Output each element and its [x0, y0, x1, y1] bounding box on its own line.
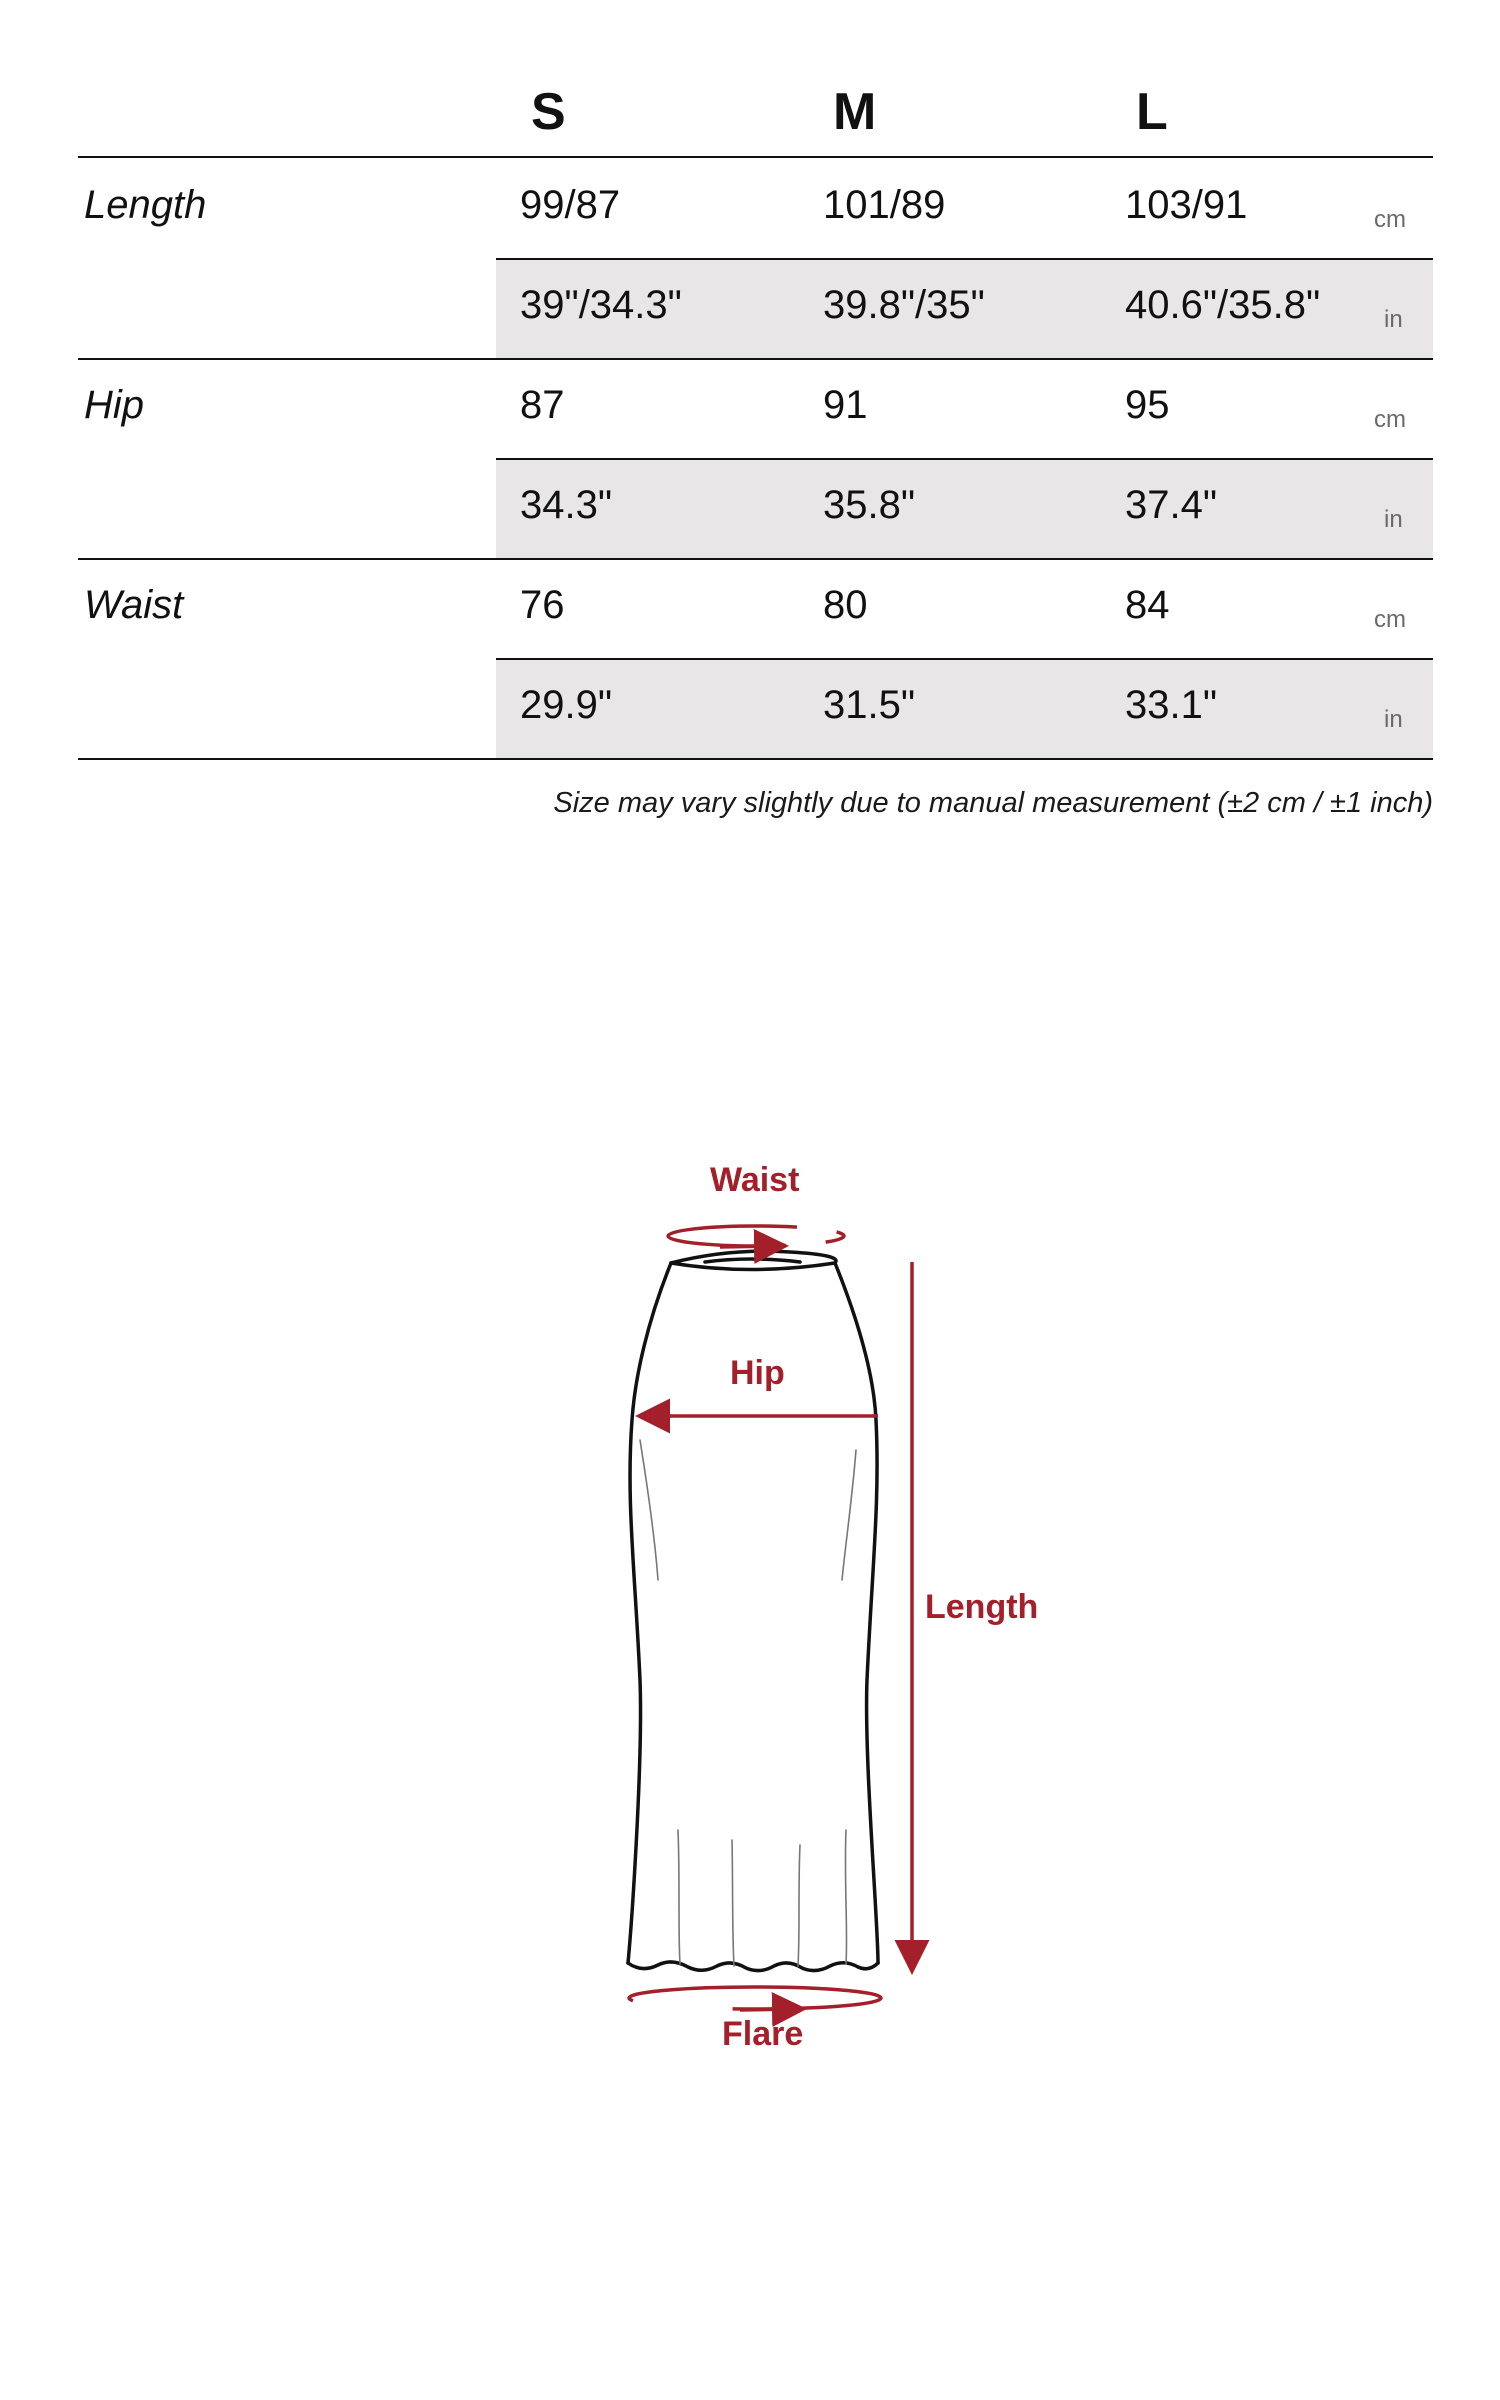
hip-in-l: 37.4"	[1125, 483, 1218, 527]
waist-diagram-label: Waist	[710, 1161, 800, 1199]
hip-in-s: 34.3"	[520, 483, 613, 527]
waist-in-s: 29.9"	[520, 683, 613, 727]
measurement-note: Size may vary slightly due to manual measurement (±2 cm / ±1 inch)	[553, 787, 1433, 819]
inch-row-shade-waist	[496, 660, 1433, 759]
length-in-l: 40.6"/35.8"	[1125, 283, 1321, 327]
length-in-unit: in	[1384, 306, 1403, 333]
table-rule-hip-split	[496, 458, 1433, 460]
waist-cm-l: 84	[1125, 583, 1170, 627]
table-rule-length-split	[496, 258, 1433, 260]
flare-diagram-label: Flare	[722, 2015, 804, 2053]
waist-in-m: 31.5"	[823, 683, 916, 727]
length-cm-s: 99/87	[520, 183, 621, 227]
table-rule-waist-split	[496, 658, 1433, 660]
waist-cm-unit: cm	[1374, 606, 1406, 633]
table-rule-length-end	[78, 358, 1433, 360]
skirt-measurement-diagram	[560, 1140, 1100, 2080]
length-diagram-label: Length	[925, 1588, 1039, 1626]
length-cm-l: 103/91	[1125, 183, 1248, 227]
hip-cm-m: 91	[823, 383, 868, 427]
size-header-l: L	[1136, 83, 1168, 141]
hip-cm-unit: cm	[1374, 406, 1406, 433]
row-label-length: Length	[84, 183, 207, 227]
waist-measure-arrow	[668, 1226, 844, 1247]
table-rule-bottom	[78, 758, 1433, 760]
hip-cm-s: 87	[520, 383, 565, 427]
table-rule-hip-end	[78, 558, 1433, 560]
waist-in-unit: in	[1384, 706, 1403, 733]
waist-in-l: 33.1"	[1125, 683, 1218, 727]
hip-diagram-label: Hip	[730, 1354, 785, 1392]
hip-in-unit: in	[1384, 506, 1403, 533]
row-label-hip: Hip	[84, 383, 145, 427]
length-cm-unit: cm	[1374, 206, 1406, 233]
skirt-folds	[640, 1440, 856, 1966]
length-cm-m: 101/89	[823, 183, 946, 227]
table-rule-top	[78, 156, 1433, 158]
waist-cm-m: 80	[823, 583, 868, 627]
row-label-waist: Waist	[84, 583, 184, 627]
hip-in-m: 35.8"	[823, 483, 916, 527]
length-in-m: 39.8"/35"	[823, 283, 985, 327]
length-in-s: 39"/34.3"	[520, 283, 682, 327]
size-header-s: S	[531, 83, 566, 141]
waist-cm-s: 76	[520, 583, 565, 627]
size-header-m: M	[833, 83, 877, 141]
size-chart-table	[78, 0, 1433, 840]
hip-cm-l: 95	[1125, 383, 1170, 427]
flare-measure-arrow	[629, 1987, 881, 2010]
inch-row-shade-hip	[496, 460, 1433, 559]
